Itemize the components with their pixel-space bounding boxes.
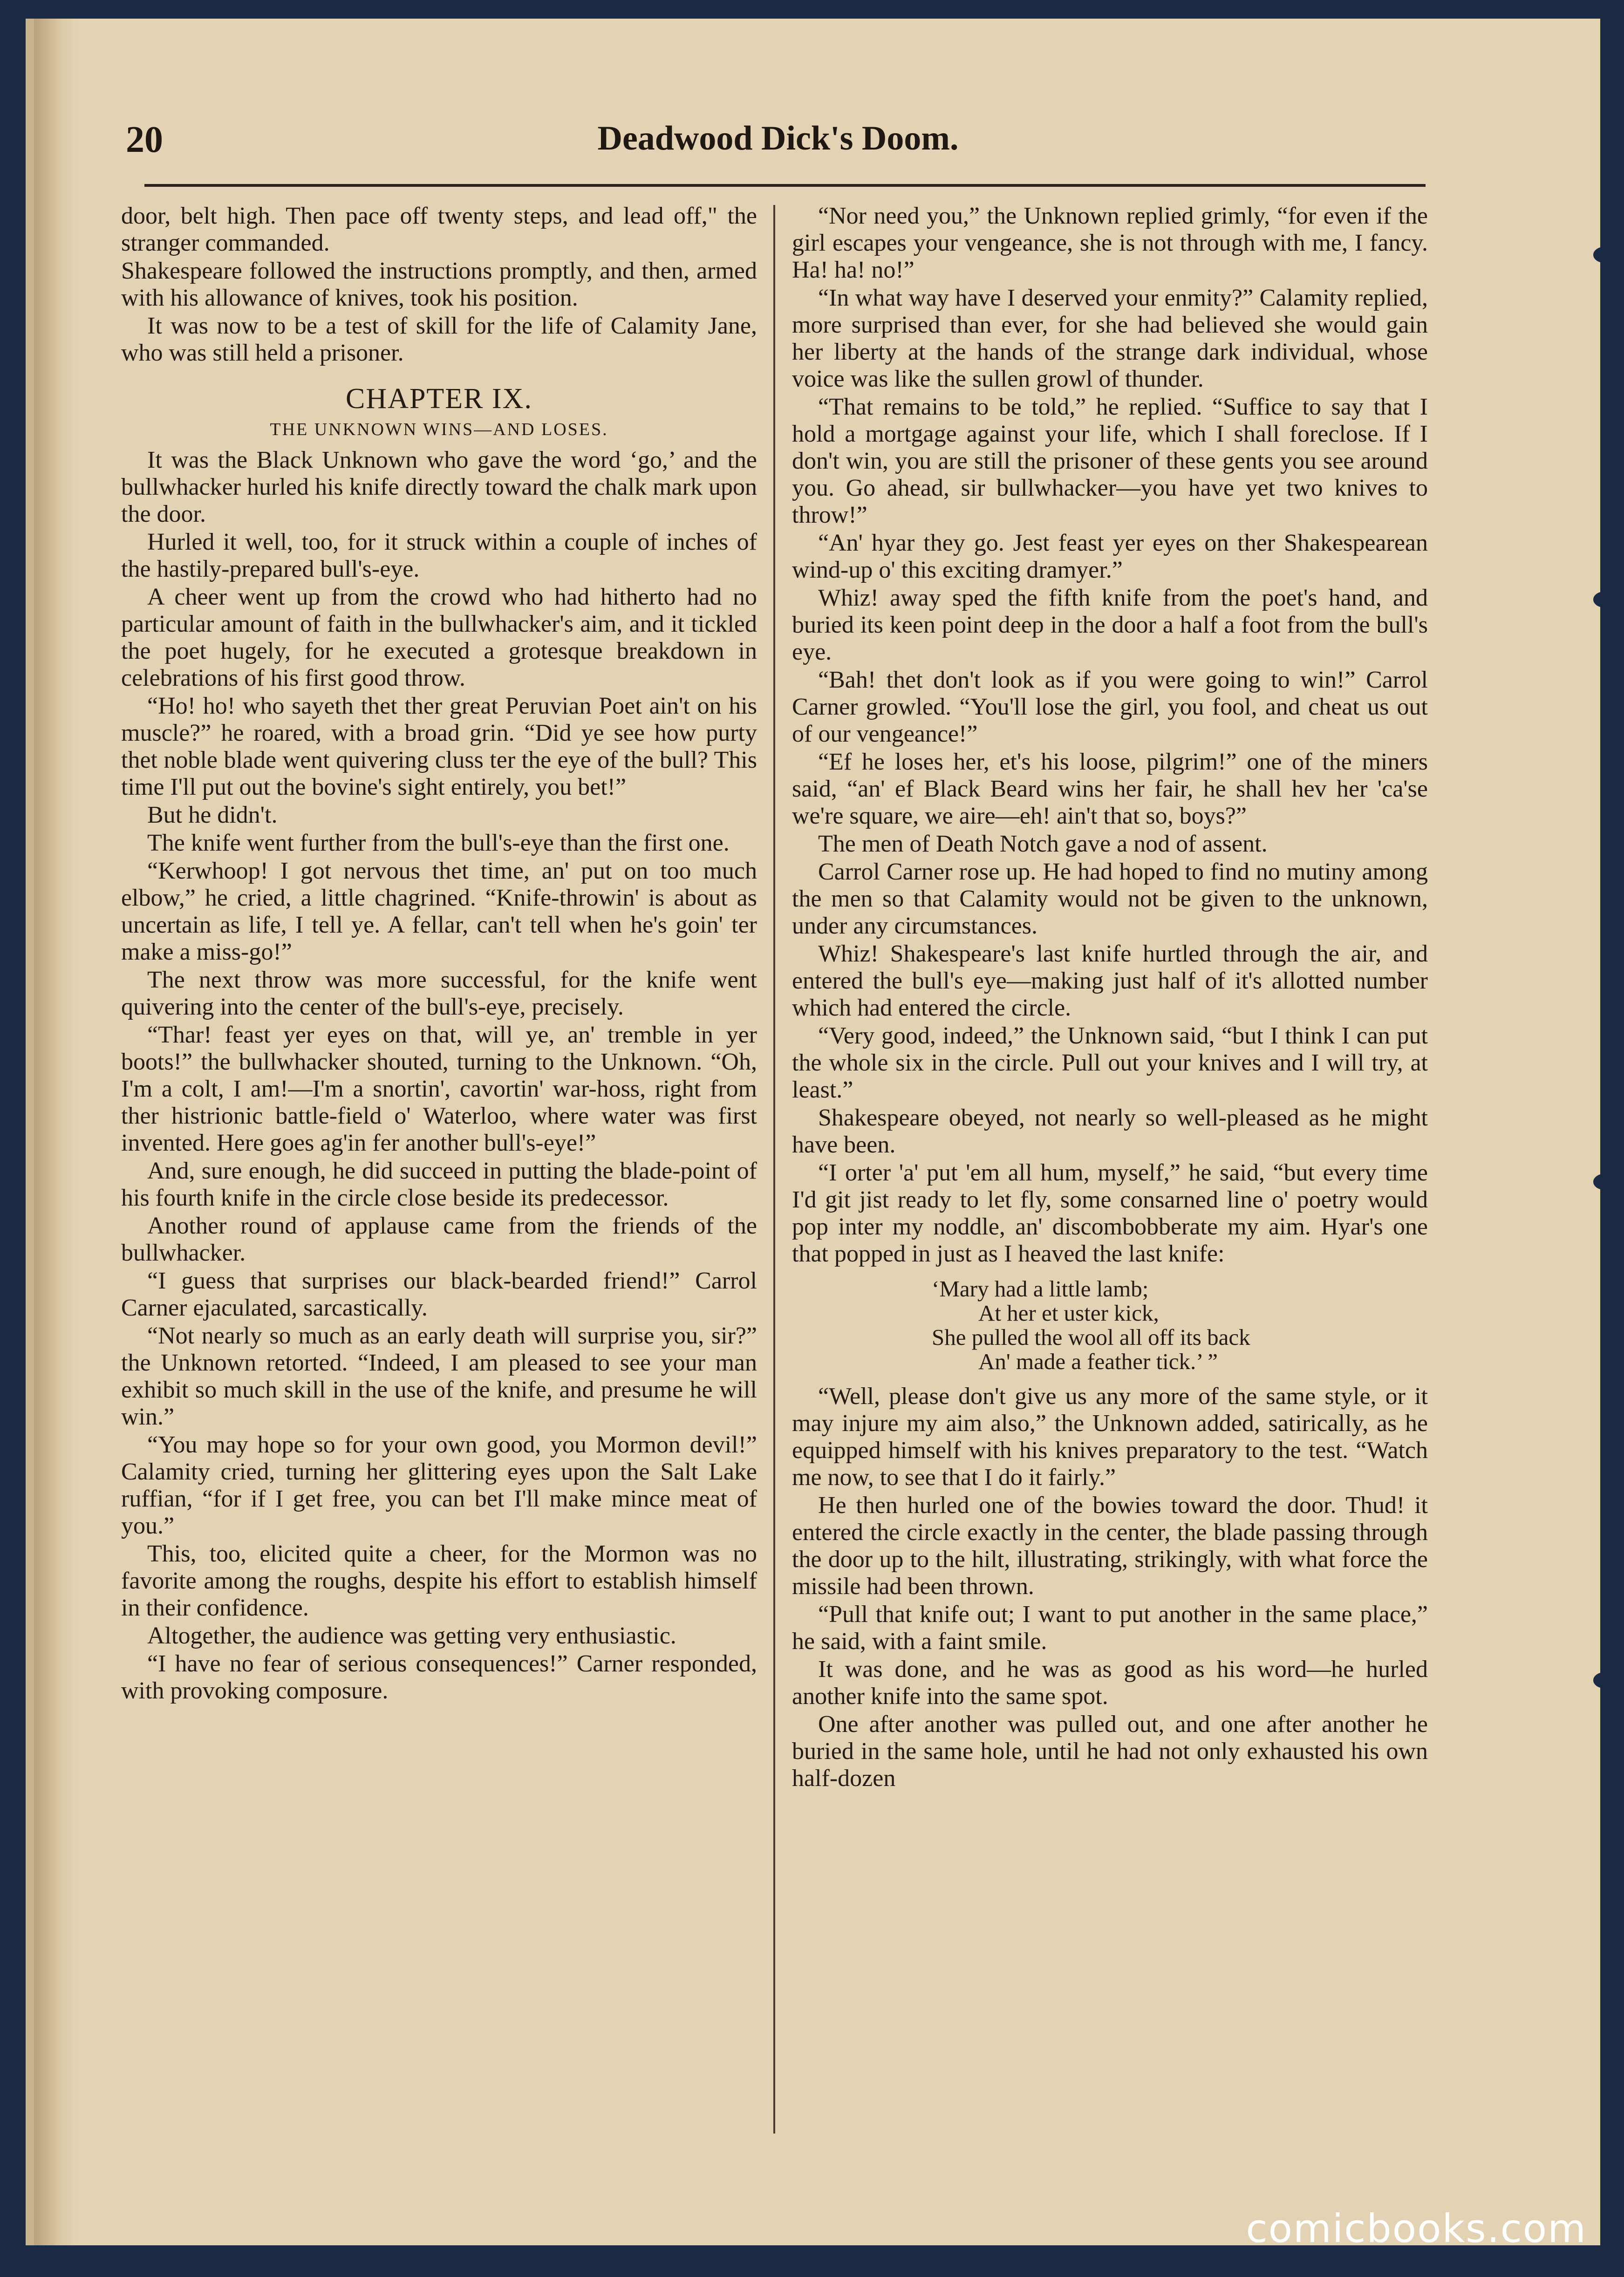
paragraph: It was done, and he was as good as his word—he hurled another knife into the same spot. (792, 1656, 1428, 1710)
binding-hole (1593, 1672, 1615, 1688)
poem-verse (932, 1277, 1428, 1374)
paragraph: It was now to be a test of skill for the life of Calamity Jane, who was still held a prisoner. (121, 313, 757, 366)
header-rule (144, 184, 1426, 187)
paragraph: “That remains to be told,” he replied. “Suffice to say that I hold a mortgage against your life, which I shall foreclose. If I don't win, you are still the prisoner of these gents you see around you. Go ahead, sir bullwhacker—you have yet two knives to throw!” (792, 394, 1428, 528)
paragraph: “You may hope so for your own good, you Mormon devil!” Calamity cried, turning her glittering eyes upon the Salt Lake ruffian, “for if I get free, you can bet I'll make mince meat of you.” (121, 1432, 757, 1539)
paragraph: “In what way have I deserved your enmity?” Calamity replied, more surprised than ever, for she had believed she would gain her liberty at the hands of the strange dark individual, whose voice was like the sullen growl of thunder. (792, 285, 1428, 392)
paragraph: It was the Black Unknown who gave the word ‘go,’ and the bullwhacker hurled his knife directly toward the chalk mark upon the door. (121, 447, 757, 527)
paragraph: Whiz! away sped the fifth knife from the poet's hand, and buried its keen point deep in the door a half a foot from the bull's eye. (792, 585, 1428, 665)
paragraph: And, sure enough, he did succeed in putting the blade-point of his fourth knife in the circle close beside its predecessor. (121, 1158, 757, 1211)
left-column (121, 203, 757, 2131)
paragraph: Altogether, the audience was getting very enthusiastic. (147, 1623, 676, 1649)
paragraph: The next throw was more successful, for the knife went quivering into the center of the bull's-eye, precisely. (121, 967, 757, 1020)
paragraph: “I orter 'a' put 'em all hum, myself,” he said, “but every time I'd git jist ready to let fly, some consarned line o' poetry would pop inter my noddle, an' discombobberate my aim. Hyar's one that popped in just as I heaved the last knife: (792, 1159, 1428, 1267)
paragraph: “Kerwhoop! I got nervous thet time, an' put on too much elbow,” he cried, a little chagrined. “Knife-throwin' is about as uncertain as life, I tell ye. A fellar, can't tell when he's goin' ter make a miss-go!” (121, 858, 757, 965)
chapter-heading: CHAPTER IX. (346, 383, 532, 415)
paragraph: Shakespeare obeyed, not nearly so well-pleased as he might have been. (792, 1104, 1428, 1158)
paragraph: door, belt high. Then pace off twenty steps, and lead off," the stranger commanded. (121, 203, 757, 256)
paragraph: “Bah! thet don't look as if you were going to win!” Carrol Carner growled. “You'll lose the girl, you fool, and cheat us out of our vengeance!” (792, 667, 1428, 747)
paragraph: “An' hyar they go. Jest feast yer eyes on ther Shakespearean wind-up o' this exciting dramyer.” (792, 530, 1428, 583)
binding-hole (1593, 247, 1615, 263)
paragraph: Hurled it well, too, for it struck within a couple of inches of the hastily-prepared bull's-eye. (121, 529, 757, 582)
paragraph: “I have no fear of serious consequences!” Carner responded, with provoking composure. (121, 1650, 757, 1704)
chapter-subtitle: THE UNKNOWN WINS—AND LOSES. (270, 420, 608, 439)
running-title: Deadwood Dick's Doom. (597, 119, 959, 157)
right-column (792, 203, 1428, 2131)
paragraph: Whiz! Shakespeare's last knife hurtled through the air, and entered the bull's eye—making just half of it's allotted number which had entered the circle. (792, 941, 1428, 1021)
verse-line: An' made a feather tick.’ ” (978, 1349, 1218, 1374)
paragraph: “Not nearly so much as an early death will surprise you, sir?” the Unknown retorted. “Indeed, I am pleased to see your man exhibit so much skill in the use of the knife, and presume he will win.” (121, 1323, 757, 1430)
verse-line: She pulled the wool all off its back (932, 1324, 1250, 1350)
binding-hole (1593, 592, 1615, 607)
paragraph: One after another was pulled out, and one after another he buried in the same hole, until he had not only exhausted his own half-dozen (792, 1711, 1428, 1792)
paragraph: He then hurled one of the bowies toward the door. Thud! it entered the circle exactly in the center, the blade passing through the door up to the hilt, illustrating, strikingly, with what force the missile had been thrown. (792, 1492, 1428, 1600)
paragraph: “Well, please don't give us any more of the same style, or it may injure my aim also,” the Unknown added, satirically, as he equipped himself with his knives preparatory to the test. “Watch me now, to see that I do it fairly.” (792, 1383, 1428, 1491)
verse-line: ‘Mary had a little lamb; (932, 1276, 1149, 1302)
page-binding-edge (34, 19, 76, 2245)
paragraph: But he didn't. (147, 802, 278, 828)
paragraph: The knife went further from the bull's-eye than the first one. (147, 830, 730, 856)
paragraph: “Ef he loses her, et's his loose, pilgrim!” one of the miners said, “an' ef Black Beard wins her fair, he shall hev her 'ca'se we're square, we aire—eh! ain't that so, boys?” (792, 749, 1428, 829)
paragraph: This, too, elicited quite a cheer, for the Mormon was no favorite among the roughs, despite his effort to establish himself in their confidence. (121, 1541, 757, 1621)
paragraph: “Nor need you,” the Unknown replied grimly, “for even if the girl escapes your vengeance, she is not through with me, I fancy. Ha! ha! no!” (792, 203, 1428, 283)
column-divider (773, 205, 775, 2134)
paragraph: “I guess that surprises our black-bearded friend!” Carrol Carner ejaculated, sarcastically. (121, 1268, 757, 1321)
binding-hole (1593, 1174, 1615, 1190)
page-number: 20 (126, 119, 163, 160)
paragraph: A cheer went up from the crowd who had hitherto had no particular amount of faith in the bullwhacker's aim, and it tickled the poet hugely, for he executed a grotesque breakdown in celebrations of his first good throw. (121, 584, 757, 691)
paragraph: “Thar! feast yer eyes on that, will ye, an' tremble in yer boots!” the bullwhacker shouted, turning to the Unknown. “Oh, I'm a colt, I am!—I'm a snortin', cavortin' war-hoss, right from ther histrionic battle-field o' Waterloo, where water was first invented. Here goes ag'in fer another bull's-eye!” (121, 1022, 757, 1156)
paragraph: “Very good, indeed,” the Unknown said, “but I think I can put the whole six in the circle. Pull out your knives and I will try, at least.” (792, 1023, 1428, 1103)
verse-line: At her et uster kick, (978, 1300, 1159, 1326)
paragraph: The men of Death Notch gave a nod of assent. (818, 831, 1268, 857)
page-header (126, 119, 1430, 175)
paragraph: Another round of applause came from the friends of the bullwhacker. (121, 1213, 757, 1266)
paragraph: “Ho! ho! who sayeth thet ther great Peruvian Poet ain't on his muscle?” he roared, with a broad grin. “Did ye see how purty thet noble blade went quivering cluss ter the eye of the bull? This time I'll put out the bovine's sight entirely, you bet!” (121, 693, 757, 800)
paragraph: Carrol Carner rose up. He had hoped to find no mutiny among the men so that Calamity would not be given to the unknown, under any circumstances. (792, 859, 1428, 939)
paragraph: “Pull that knife out; I want to put another in the same place,” he said, with a faint smile. (792, 1601, 1428, 1655)
watermark: comicbooks.com (1246, 2206, 1587, 2251)
paragraph: Shakespeare followed the instructions promptly, and then, armed with his allowance of knives, took his position. (121, 258, 757, 311)
